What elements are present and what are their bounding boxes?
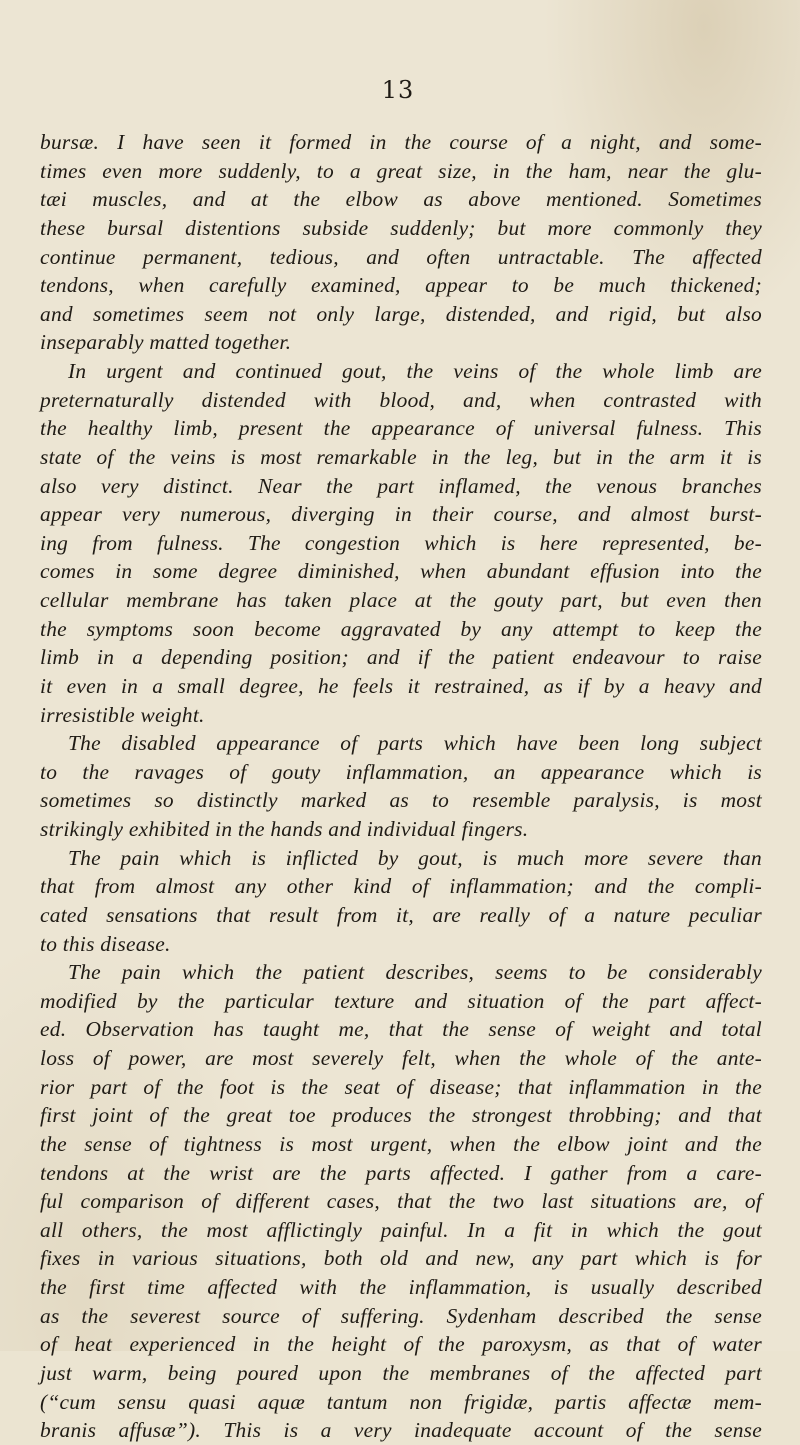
- text-line: also very distinct. Near the part inflamed, the venous branches: [40, 473, 762, 498]
- text-line: rior part of the foot is the seat of disease; that inflammation in the: [40, 1074, 762, 1099]
- text-line: bursæ. I have seen it formed in the course of a night, and some-: [40, 130, 762, 154]
- text-line: tendons, when carefully examined, appear to be much thickened;: [40, 273, 762, 298]
- text-line: tæi muscles, and at the elbow as above mentioned. Sometimes: [40, 187, 762, 212]
- text-line: the healthy limb, present the appearance of universal fulness. This: [40, 416, 762, 441]
- text-line: strikingly exhibited in the hands and individual fingers.: [40, 817, 529, 841]
- text-line: that from almost any other kind of inflammation; and the compli-: [40, 874, 762, 899]
- text-line: limb in a depending position; and if the patient endeavour to raise: [40, 645, 762, 670]
- text-line: The pain which is inflicted by gout, is much more severe than: [68, 845, 762, 870]
- text-line: The pain which the patient describes, seems to be considerably: [68, 960, 762, 985]
- text-line: it even in a small degree, he feels it restrained, as if by a heavy and: [40, 673, 762, 698]
- text-line: and sometimes seem not only large, distended, and rigid, but also: [40, 301, 762, 326]
- text-line: the symptoms soon become aggravated by any attempt to keep the: [40, 616, 762, 641]
- text-line: cated sensations that result from it, are really of a nature peculiar: [40, 902, 762, 927]
- text-line: as the severest source of suffering. Sydenham described the sense: [40, 1303, 762, 1328]
- text-line: sometimes so distinctly marked as to resemble paralysis, is most: [40, 788, 762, 813]
- text-line: fixes in various situations, both old and new, any part which is for: [40, 1246, 762, 1271]
- page-number: 13: [381, 76, 415, 104]
- text-line: first joint of the great toe produces the strongest throbbing; and that: [40, 1103, 762, 1128]
- text-line: appear very numerous, diverging in their course, and almost burst-: [40, 502, 762, 527]
- text-line: the first time affected with the inflammation, is usually described: [40, 1275, 762, 1299]
- text-line: cellular membrane has taken place at the gouty part, but even then: [40, 588, 762, 612]
- text-line: to the ravages of gouty inflammation, an appearance which is: [40, 759, 762, 784]
- text-line: loss of power, are most severely felt, when the whole of the ante-: [40, 1046, 762, 1070]
- text-line: just warm, being poured upon the membranes of the affected part: [40, 1360, 762, 1385]
- text-line: ful comparison of different cases, that the two last situations are, of: [40, 1189, 762, 1214]
- text-line: the sense of tightness is most urgent, when the elbow joint and the: [40, 1131, 762, 1156]
- text-line: of heat experienced in the height of the paroxysm, as that of water: [40, 1332, 762, 1357]
- text-line: (“cum sensu quasi aquæ tantum non frigidæ, partis affectæ mem-: [40, 1389, 762, 1414]
- text-line: inseparably matted together.: [40, 330, 292, 355]
- text-line: to this disease.: [40, 931, 171, 956]
- body-text: [40, 128, 762, 1445]
- text-line: times even more suddenly, to a great size, in the ham, near the glu-: [40, 158, 762, 183]
- text-line: state of the veins is most remarkable in the leg, but in the arm it is: [40, 444, 762, 469]
- text-line: all others, the most afflictingly painful. In a fit in which the gout: [40, 1217, 762, 1242]
- text-line: continue permanent, tedious, and often untractable. The affected: [40, 244, 762, 269]
- text-line: branis affusæ”). This is a very inadequate account of the sense: [40, 1418, 762, 1443]
- text-line: The disabled appearance of parts which have been long subject: [68, 731, 762, 756]
- text-line: comes in some degree diminished, when abundant effusion into the: [40, 559, 762, 584]
- text-line: ed. Observation has taught me, that the sense of weight and total: [40, 1017, 762, 1042]
- text-line: ing from fulness. The congestion which is here represented, be-: [40, 530, 762, 555]
- text-line: irresistible weight.: [40, 702, 205, 727]
- text-line: modified by the particular texture and situation of the part affect-: [40, 988, 762, 1013]
- text-line: these bursal distentions subside suddenly; but more commonly they: [40, 215, 762, 240]
- text-line: In urgent and continued gout, the veins of the whole limb are: [68, 359, 762, 383]
- text-line: tendons at the wrist are the parts affected. I gather from a care-: [40, 1160, 762, 1185]
- text-line: preternaturally distended with blood, and, when contrasted with: [40, 387, 762, 412]
